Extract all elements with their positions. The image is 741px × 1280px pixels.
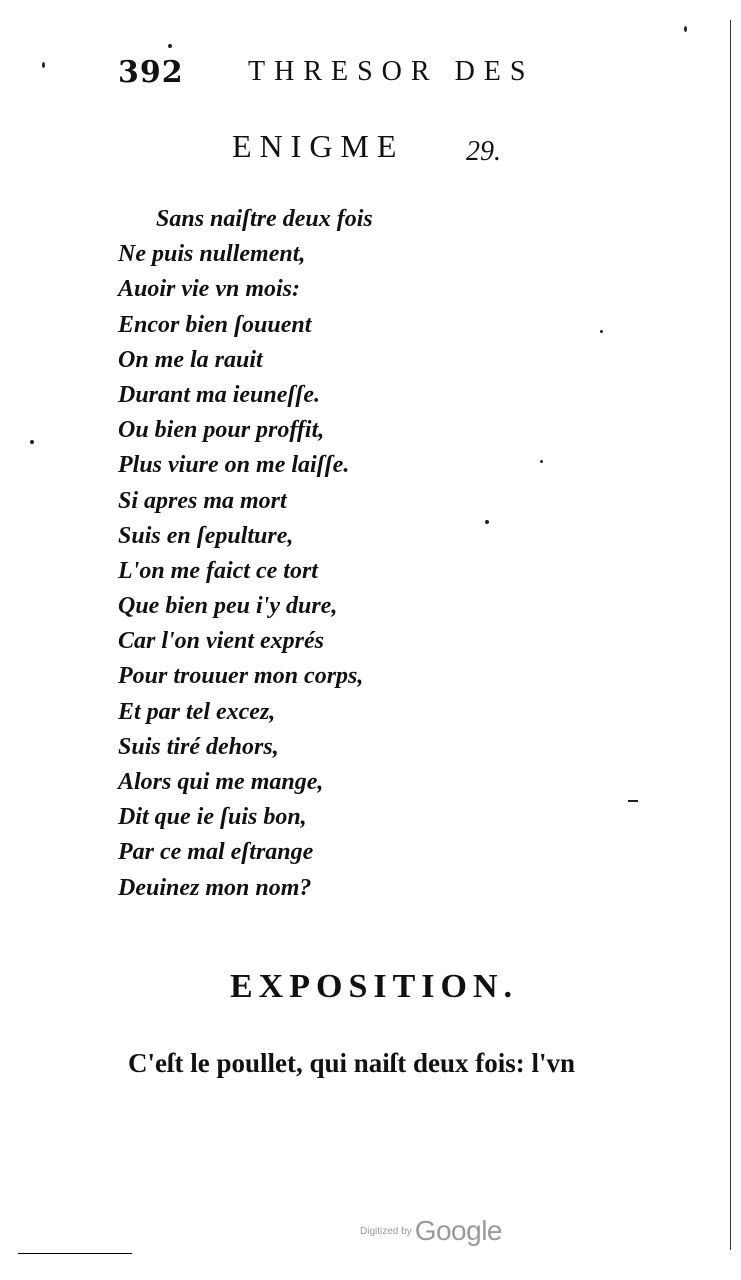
verse-line: Ou bien pour proffit, <box>118 417 325 444</box>
verse-line: Durant ma ieuneſſe. <box>118 381 321 408</box>
verse-line: Plus viure on me laiſſe. <box>118 452 350 479</box>
page-edge <box>730 20 731 1250</box>
ink-speck <box>30 440 34 444</box>
verse-line: Alors qui me mange, <box>118 769 324 795</box>
ink-speck <box>600 330 603 333</box>
ink-speck <box>42 62 45 68</box>
verse-line: L'on me faict ce tort <box>118 557 318 584</box>
verse-line: Ne puis nullement, <box>118 241 306 268</box>
section-title: ENIGME <box>232 128 405 164</box>
verse-line: Suis en ſepulture, <box>118 522 294 549</box>
verse-line: Suis tiré dehors, <box>118 733 279 760</box>
verse-line: Deuinez mon nom? <box>118 874 312 901</box>
verse-line: Auoir vie vn mois: <box>118 276 301 303</box>
running-head: THRESOR DES <box>248 56 535 87</box>
watermark-brand: Google <box>414 1215 502 1246</box>
ink-speck <box>628 800 638 802</box>
verse-line: Dit que ie ſuis bon, <box>118 804 307 831</box>
verse-line: Car l'on vient exprés <box>118 628 325 655</box>
page-number: 392 <box>118 55 184 90</box>
watermark-prefix: Digitized by <box>360 1225 412 1237</box>
riddle-verse <box>118 202 598 906</box>
verse-line: Si apres ma mort <box>118 487 287 514</box>
verse-line: Par ce mal eſtrange <box>118 839 314 866</box>
verse-line: Et par tel excez, <box>118 698 276 725</box>
ink-speck <box>684 26 687 32</box>
ink-speck <box>168 44 172 48</box>
bottom-rule <box>18 1253 132 1254</box>
verse-line: Que bien peu i'y dure, <box>118 593 338 620</box>
exposition-heading: EXPOSITION. <box>230 968 518 1005</box>
verse-line: Sans naiſtre deux fois <box>156 206 373 232</box>
digitized-watermark <box>360 1215 502 1247</box>
verse-line: On me la rauit <box>118 346 263 373</box>
ink-speck <box>540 460 543 463</box>
exposition-text: C'eſt le poullet, qui naiſt deux fois: l'vn <box>128 1048 576 1078</box>
verse-line: Pour trouuer mon corps, <box>118 663 364 690</box>
verse-line: Encor bien ſouuent <box>118 311 312 338</box>
section-number: 29. <box>466 136 501 167</box>
ink-speck <box>485 520 489 524</box>
